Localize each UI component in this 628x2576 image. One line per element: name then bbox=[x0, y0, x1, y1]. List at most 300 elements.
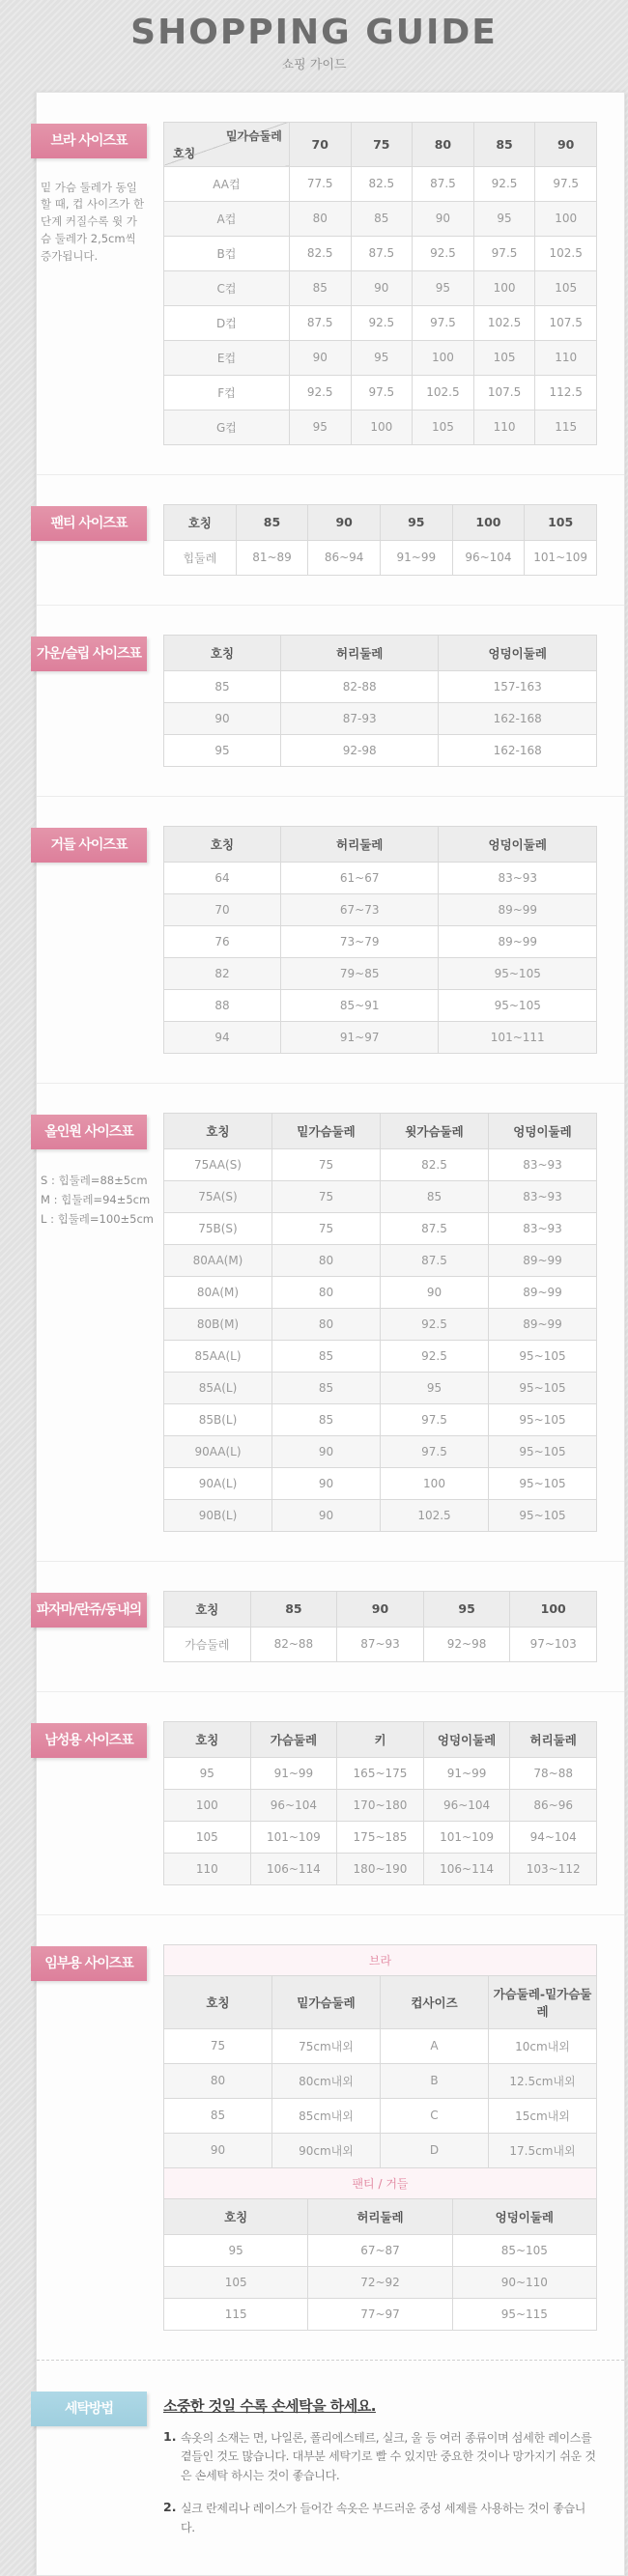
table-cell: 83~93 bbox=[489, 1212, 597, 1244]
table-cell: 89~99 bbox=[489, 1276, 597, 1308]
girdle-size-table-wrap bbox=[163, 826, 597, 1054]
table-cell: 97~103 bbox=[510, 1627, 597, 1661]
table-cell: 101~109 bbox=[525, 540, 597, 575]
table-cell: 75 bbox=[272, 1148, 381, 1180]
table-cell: 82~88 bbox=[250, 1627, 337, 1661]
column-header: 허리둘레 bbox=[308, 2198, 452, 2234]
washing-item bbox=[163, 2500, 597, 2538]
table-header-row bbox=[164, 1721, 597, 1757]
table-cell: 94 bbox=[164, 1021, 281, 1053]
table-cell: 89~99 bbox=[489, 1244, 597, 1276]
table-cell: 72~92 bbox=[308, 2266, 452, 2298]
table-cell: 90 bbox=[289, 340, 351, 375]
section-label-mens: 남성용 사이즈표 bbox=[31, 1723, 147, 1758]
table-cell: 15cm내외 bbox=[489, 2098, 597, 2133]
maternity-panty-girdle-table-wrap bbox=[163, 2167, 597, 2331]
table-row bbox=[164, 1403, 597, 1435]
table-cell: 85A(L) bbox=[164, 1372, 272, 1403]
table-row bbox=[164, 989, 597, 1021]
column-header: 호칭 bbox=[164, 1975, 272, 2028]
table-cell: 67~87 bbox=[308, 2234, 452, 2266]
size-table bbox=[163, 1721, 597, 1885]
table-header-row bbox=[164, 122, 597, 166]
column-header: 가슴둘레 bbox=[250, 1721, 337, 1757]
column-header: 85 bbox=[473, 122, 535, 166]
table-row bbox=[164, 1821, 597, 1853]
table-cell: 97.5 bbox=[473, 236, 535, 270]
table-cell: 97.5 bbox=[381, 1403, 489, 1435]
column-header: 키 bbox=[337, 1721, 424, 1757]
table-cell: 90 bbox=[272, 1499, 381, 1531]
size-table bbox=[163, 635, 597, 767]
table-row bbox=[164, 957, 597, 989]
table-row bbox=[164, 1180, 597, 1212]
table-cell: B컵 bbox=[164, 236, 290, 270]
table-cell: D bbox=[381, 2133, 489, 2167]
table-cell: 97.5 bbox=[351, 375, 413, 410]
table-row bbox=[164, 166, 597, 201]
table-row bbox=[164, 1308, 597, 1340]
table-cell: 85B(L) bbox=[164, 1403, 272, 1435]
table-cell: 96~104 bbox=[452, 540, 525, 575]
column-header: 엉덩이둘레 bbox=[423, 1721, 510, 1757]
column-header: 95 bbox=[380, 504, 452, 540]
section-gown-slip bbox=[37, 605, 624, 796]
table-cell: 100 bbox=[535, 201, 597, 236]
table-cell: 110 bbox=[473, 410, 535, 444]
washing-item-number: 1. bbox=[163, 2428, 177, 2444]
table-cell: 157-163 bbox=[439, 670, 597, 702]
table-row bbox=[164, 340, 597, 375]
mens-size-table-wrap bbox=[163, 1721, 597, 1885]
table-cell: C bbox=[381, 2098, 489, 2133]
table-header-row bbox=[164, 1113, 597, 1148]
table-row bbox=[164, 305, 597, 340]
table-cell: 170~180 bbox=[337, 1789, 424, 1821]
section-label-all-in-one: 올인원 사이즈표 bbox=[31, 1115, 147, 1149]
table-header-row bbox=[164, 635, 597, 670]
size-table bbox=[163, 504, 597, 576]
section-label-maternity: 임부용 사이즈표 bbox=[31, 1946, 147, 1981]
table-cell: 80 bbox=[272, 1276, 381, 1308]
table-cell: 83~93 bbox=[439, 862, 597, 893]
table-cell: 95 bbox=[413, 270, 474, 305]
table-cell: 95 bbox=[473, 201, 535, 236]
table-header-row bbox=[164, 1591, 597, 1627]
table-cell: 73~79 bbox=[280, 925, 439, 957]
section-label-girdle: 거들 사이즈표 bbox=[31, 828, 147, 863]
all-in-one-notes bbox=[41, 1171, 154, 1229]
table-cell: 85~105 bbox=[452, 2234, 596, 2266]
table-cell: G컵 bbox=[164, 410, 290, 444]
table-cell: 92.5 bbox=[473, 166, 535, 201]
table-cell: 95~105 bbox=[489, 1499, 597, 1531]
table-cell: 75B(S) bbox=[164, 1212, 272, 1244]
table-cell: 92.5 bbox=[413, 236, 474, 270]
section-bra bbox=[37, 93, 624, 474]
column-header: 허리둘레 bbox=[510, 1721, 597, 1757]
table-cell: C컵 bbox=[164, 270, 290, 305]
table-row bbox=[164, 1212, 597, 1244]
column-header: 90 bbox=[535, 122, 597, 166]
table-cell: 85~91 bbox=[280, 989, 439, 1021]
section-label-panty: 팬티 사이즈표 bbox=[31, 506, 147, 541]
column-header: 호칭 bbox=[164, 504, 237, 540]
pajama-size-table-wrap bbox=[163, 1591, 597, 1662]
table-row bbox=[164, 1789, 597, 1821]
table-row bbox=[164, 1372, 597, 1403]
table-cell: 85 bbox=[289, 270, 351, 305]
table-cell: 101~109 bbox=[250, 1821, 337, 1853]
table-cell: 77.5 bbox=[289, 166, 351, 201]
table-cell: 165~175 bbox=[337, 1757, 424, 1789]
table-cell: E컵 bbox=[164, 340, 290, 375]
table-cell: 67~73 bbox=[280, 893, 439, 925]
column-header: 밑가슴둘레 bbox=[272, 1113, 381, 1148]
table-row bbox=[164, 2234, 597, 2266]
table-row bbox=[164, 1499, 597, 1531]
washing-item-text: 속옷의 소재는 면, 나일론, 폴리에스테르, 실크, 울 등 여러 종류이며 섬세한 레이스를 곁들인 것도 많습니다. 대부분 세탁기로 빨 수 있지만 중요한 것이나 망가지기 쉬운 것은 손세탁 하시는 것이 좋습니다. bbox=[181, 2430, 596, 2483]
section-label-gown-slip: 가운/슬립 사이즈표 bbox=[31, 637, 147, 671]
bra-size-table-wrap bbox=[163, 122, 597, 445]
table-cell: 90 bbox=[272, 1435, 381, 1467]
table-cell: 힙둘레 bbox=[164, 540, 237, 575]
table-cell: 92.5 bbox=[351, 305, 413, 340]
table-row bbox=[164, 2063, 597, 2098]
column-header: 컵사이즈 bbox=[381, 1975, 489, 2028]
table-cell: 115 bbox=[535, 410, 597, 444]
table-cell: 107.5 bbox=[535, 305, 597, 340]
table-cell: 90A(L) bbox=[164, 1467, 272, 1499]
column-header: 밑가슴둘레 bbox=[272, 1975, 381, 2028]
table-cell: A bbox=[381, 2028, 489, 2063]
table-cell: 83~93 bbox=[489, 1148, 597, 1180]
table-cell: 90 bbox=[351, 270, 413, 305]
table-cell: 82.5 bbox=[351, 166, 413, 201]
table-cell: B bbox=[381, 2063, 489, 2098]
table-cell: 82-88 bbox=[280, 670, 439, 702]
table-row bbox=[164, 1276, 597, 1308]
table-cell: 85 bbox=[164, 670, 281, 702]
column-header: 90 bbox=[308, 504, 381, 540]
table-cell: 85 bbox=[351, 201, 413, 236]
page-subtitle: 쇼핑 가이드 bbox=[281, 57, 347, 72]
section-side-washing bbox=[31, 2392, 151, 2426]
table-cell: 103~112 bbox=[510, 1853, 597, 1884]
table-row bbox=[164, 2028, 597, 2063]
table-cell: 95~105 bbox=[489, 1372, 597, 1403]
table-cell: 92~98 bbox=[423, 1627, 510, 1661]
table-cell: 96~104 bbox=[423, 1789, 510, 1821]
page-title: SHOPPING GUIDE bbox=[130, 13, 498, 52]
column-header: 호칭 bbox=[164, 635, 281, 670]
table-cell: 75AA(S) bbox=[164, 1148, 272, 1180]
table-cell: 91~99 bbox=[380, 540, 452, 575]
table-row bbox=[164, 201, 597, 236]
table-cell: 85 bbox=[272, 1340, 381, 1372]
washing-item-text: 실크 란제리나 레이스가 들어간 속옷은 부드러운 중성 세제를 사용하는 것이 좋습니다. bbox=[181, 2501, 586, 2534]
table-cell: 87.5 bbox=[413, 166, 474, 201]
column-header: 엉덩이둘레 bbox=[452, 2198, 596, 2234]
table-cell: 110 bbox=[164, 1853, 251, 1884]
all-in-one-note-s: S : 힙둘레=88±5cm bbox=[41, 1173, 148, 1187]
table-cell: 91~99 bbox=[423, 1757, 510, 1789]
column-header: 호칭 bbox=[164, 2198, 308, 2234]
column-header: 호칭 bbox=[164, 1113, 272, 1148]
all-in-one-note-m: M : 힙둘레=94±5cm bbox=[41, 1192, 151, 1206]
corner-top-label: 밑가슴둘레 bbox=[225, 128, 282, 143]
table-band-row bbox=[164, 2167, 597, 2198]
table-row bbox=[164, 925, 597, 957]
section-side-maternity bbox=[31, 1946, 151, 1981]
table-cell: 75A(S) bbox=[164, 1180, 272, 1212]
washing-item bbox=[163, 2429, 597, 2486]
column-header: 80 bbox=[413, 122, 474, 166]
table-cell: 95 bbox=[289, 410, 351, 444]
table-cell: 95~105 bbox=[489, 1340, 597, 1372]
table-cell: 85 bbox=[381, 1180, 489, 1212]
table-cell: 77~97 bbox=[308, 2298, 452, 2330]
table-cell: 10cm내외 bbox=[489, 2028, 597, 2063]
table-cell: F컵 bbox=[164, 375, 290, 410]
table-cell: 105 bbox=[164, 1821, 251, 1853]
table-cell: 85AA(L) bbox=[164, 1340, 272, 1372]
table-cell: 95~105 bbox=[489, 1403, 597, 1435]
table-cell: 70 bbox=[164, 893, 281, 925]
column-header: 90 bbox=[337, 1591, 424, 1627]
table-cell: 95 bbox=[381, 1372, 489, 1403]
table-cell: 92.5 bbox=[381, 1340, 489, 1372]
column-header: 100 bbox=[452, 504, 525, 540]
table-cell: 92.5 bbox=[289, 375, 351, 410]
table-cell: 162-168 bbox=[439, 702, 597, 734]
table-cell: 90B(L) bbox=[164, 1499, 272, 1531]
table-cell: 95~105 bbox=[439, 989, 597, 1021]
gown-slip-size-table-wrap bbox=[163, 635, 597, 767]
table-cell: 90 bbox=[413, 201, 474, 236]
table-cell: 87.5 bbox=[381, 1244, 489, 1276]
section-label-bra: 브라 사이즈표 bbox=[31, 124, 147, 158]
table-row bbox=[164, 1627, 597, 1661]
section-side-girdle bbox=[31, 828, 151, 863]
table-cell: 80cm내외 bbox=[272, 2063, 381, 2098]
table-cell: 95 bbox=[164, 734, 281, 766]
table-cell: 89~99 bbox=[489, 1308, 597, 1340]
table-row bbox=[164, 410, 597, 444]
column-header: 윗가슴둘레 bbox=[381, 1113, 489, 1148]
table-cell: 105 bbox=[535, 270, 597, 305]
table-cell: 87.5 bbox=[289, 305, 351, 340]
table-cell: 75 bbox=[164, 2028, 272, 2063]
column-header: 호칭 bbox=[164, 1721, 251, 1757]
table-cell: 90 bbox=[272, 1467, 381, 1499]
table-cell: 87~93 bbox=[337, 1627, 424, 1661]
table-cell: 95 bbox=[164, 2234, 308, 2266]
table-cell: 75 bbox=[272, 1180, 381, 1212]
table-cell: 91~97 bbox=[280, 1021, 439, 1053]
table-cell: 97.5 bbox=[535, 166, 597, 201]
table-cell: 85 bbox=[272, 1403, 381, 1435]
table-cell: 95~115 bbox=[452, 2298, 596, 2330]
table-cell: 91~99 bbox=[250, 1757, 337, 1789]
column-header: 75 bbox=[351, 122, 413, 166]
table-cell: 100 bbox=[164, 1789, 251, 1821]
table-cell: 82 bbox=[164, 957, 281, 989]
table-row bbox=[164, 236, 597, 270]
table-row bbox=[164, 1148, 597, 1180]
table-cell: 101~109 bbox=[423, 1821, 510, 1853]
diagonal-corner-cell bbox=[164, 122, 290, 166]
table-cell: 107.5 bbox=[473, 375, 535, 410]
table-cell: 92-98 bbox=[280, 734, 439, 766]
table-cell: 97.5 bbox=[413, 305, 474, 340]
maternity-bra-table-wrap bbox=[163, 1944, 597, 2168]
table-cell: 100 bbox=[473, 270, 535, 305]
table-cell: 95 bbox=[351, 340, 413, 375]
section-girdle bbox=[37, 796, 624, 1083]
table-cell: 97.5 bbox=[381, 1435, 489, 1467]
table-row bbox=[164, 2298, 597, 2330]
table-cell: 80 bbox=[164, 2063, 272, 2098]
corner-bottom-label: 호칭 bbox=[173, 146, 196, 160]
section-panty bbox=[37, 474, 624, 605]
all-in-one-size-table-wrap bbox=[163, 1113, 597, 1532]
section-label-washing: 세탁방법 bbox=[31, 2392, 147, 2426]
table-cell: 90 bbox=[164, 702, 281, 734]
table-cell: 82.5 bbox=[289, 236, 351, 270]
column-header: 85 bbox=[236, 504, 308, 540]
table-cell: 90 bbox=[164, 2133, 272, 2167]
table-header-row bbox=[164, 2198, 597, 2234]
table-band-header: 브라 bbox=[164, 1944, 597, 1975]
size-table bbox=[163, 1944, 597, 2168]
table-cell: 95~105 bbox=[489, 1435, 597, 1467]
section-pajama bbox=[37, 1561, 624, 1691]
section-side-bra bbox=[31, 124, 151, 266]
table-cell: 87.5 bbox=[351, 236, 413, 270]
table-cell: 95 bbox=[164, 1757, 251, 1789]
panty-size-table-wrap bbox=[163, 504, 597, 576]
table-header-row bbox=[164, 826, 597, 862]
table-cell: 89~99 bbox=[439, 925, 597, 957]
table-row bbox=[164, 375, 597, 410]
table-cell: 102.5 bbox=[535, 236, 597, 270]
section-mens bbox=[37, 1691, 624, 1914]
column-header: 엉덩이둘레 bbox=[439, 826, 597, 862]
table-cell: 102.5 bbox=[473, 305, 535, 340]
table-cell: 76 bbox=[164, 925, 281, 957]
table-cell: 101~111 bbox=[439, 1021, 597, 1053]
table-cell: 95~105 bbox=[489, 1467, 597, 1499]
table-row bbox=[164, 893, 597, 925]
section-all-in-one bbox=[37, 1083, 624, 1561]
table-cell: 94~104 bbox=[510, 1821, 597, 1853]
table-row bbox=[164, 862, 597, 893]
size-table bbox=[163, 826, 597, 1054]
table-band-header: 팬티 / 거들 bbox=[164, 2167, 597, 2198]
table-row bbox=[164, 1467, 597, 1499]
table-cell: 83~93 bbox=[489, 1180, 597, 1212]
table-cell: 89~99 bbox=[439, 893, 597, 925]
table-cell: 106~114 bbox=[250, 1853, 337, 1884]
column-header: 호칭 bbox=[164, 1591, 251, 1627]
table-cell: 100 bbox=[351, 410, 413, 444]
column-header: 가슴둘레-밑가슴둘레 bbox=[489, 1975, 597, 2028]
column-header: 100 bbox=[510, 1591, 597, 1627]
table-cell: 100 bbox=[381, 1467, 489, 1499]
table-cell: 61~67 bbox=[280, 862, 439, 893]
table-cell: 85 bbox=[272, 1372, 381, 1403]
table-cell: 115 bbox=[164, 2298, 308, 2330]
table-cell: 가슴둘레 bbox=[164, 1627, 251, 1661]
table-row bbox=[164, 1340, 597, 1372]
table-row bbox=[164, 702, 597, 734]
table-cell: 95~105 bbox=[439, 957, 597, 989]
bra-note: 밑 가슴 둘레가 동일할 때, 컵 사이즈가 한 단계 커질수록 윗 가슴 둘레가 2,5cm씩 증가됩니다. bbox=[41, 180, 145, 263]
section-maternity bbox=[37, 1914, 624, 2360]
table-cell: 90cm내외 bbox=[272, 2133, 381, 2167]
table-cell: 105 bbox=[473, 340, 535, 375]
table-cell: 86~96 bbox=[510, 1789, 597, 1821]
column-header: 70 bbox=[289, 122, 351, 166]
table-cell: 80B(M) bbox=[164, 1308, 272, 1340]
table-row bbox=[164, 1021, 597, 1053]
table-cell: 96~104 bbox=[250, 1789, 337, 1821]
table-cell: 80 bbox=[272, 1244, 381, 1276]
table-cell: 82.5 bbox=[381, 1148, 489, 1180]
table-cell: 162-168 bbox=[439, 734, 597, 766]
section-side-mens bbox=[31, 1723, 151, 1758]
table-row bbox=[164, 1435, 597, 1467]
table-cell: 80AA(M) bbox=[164, 1244, 272, 1276]
table-cell: 90AA(L) bbox=[164, 1435, 272, 1467]
section-side-panty bbox=[31, 506, 151, 541]
table-cell: D컵 bbox=[164, 305, 290, 340]
size-table bbox=[163, 2167, 597, 2331]
table-cell: 64 bbox=[164, 862, 281, 893]
table-cell: 102.5 bbox=[413, 375, 474, 410]
table-row bbox=[164, 1244, 597, 1276]
table-cell: 90 bbox=[381, 1276, 489, 1308]
table-row bbox=[164, 2133, 597, 2167]
table-cell: 106~114 bbox=[423, 1853, 510, 1884]
column-header: 호칭 bbox=[164, 826, 281, 862]
section-washing bbox=[37, 2360, 624, 2567]
table-cell: 87-93 bbox=[280, 702, 439, 734]
table-cell: AA컵 bbox=[164, 166, 290, 201]
table-cell: 90~110 bbox=[452, 2266, 596, 2298]
section-side-pajama bbox=[31, 1593, 151, 1628]
all-in-one-note-l: L : 힙둘레=100±5cm bbox=[41, 1211, 154, 1226]
column-header: 엉덩이둘레 bbox=[439, 635, 597, 670]
table-row bbox=[164, 1853, 597, 1884]
page-header bbox=[0, 0, 628, 82]
table-cell: 110 bbox=[535, 340, 597, 375]
table-cell: 102.5 bbox=[381, 1499, 489, 1531]
table-cell: 80A(M) bbox=[164, 1276, 272, 1308]
table-cell: 105 bbox=[164, 2266, 308, 2298]
column-header: 85 bbox=[250, 1591, 337, 1627]
section-label-pajama: 파자마/란쥬/동내의 bbox=[31, 1593, 147, 1628]
table-cell: 75cm내외 bbox=[272, 2028, 381, 2063]
table-cell: 92.5 bbox=[381, 1308, 489, 1340]
table-row bbox=[164, 2098, 597, 2133]
table-cell: 112.5 bbox=[535, 375, 597, 410]
size-table bbox=[163, 1591, 597, 1662]
table-cell: 79~85 bbox=[280, 957, 439, 989]
column-header: 엉덩이둘레 bbox=[489, 1113, 597, 1148]
table-cell: 175~185 bbox=[337, 1821, 424, 1853]
